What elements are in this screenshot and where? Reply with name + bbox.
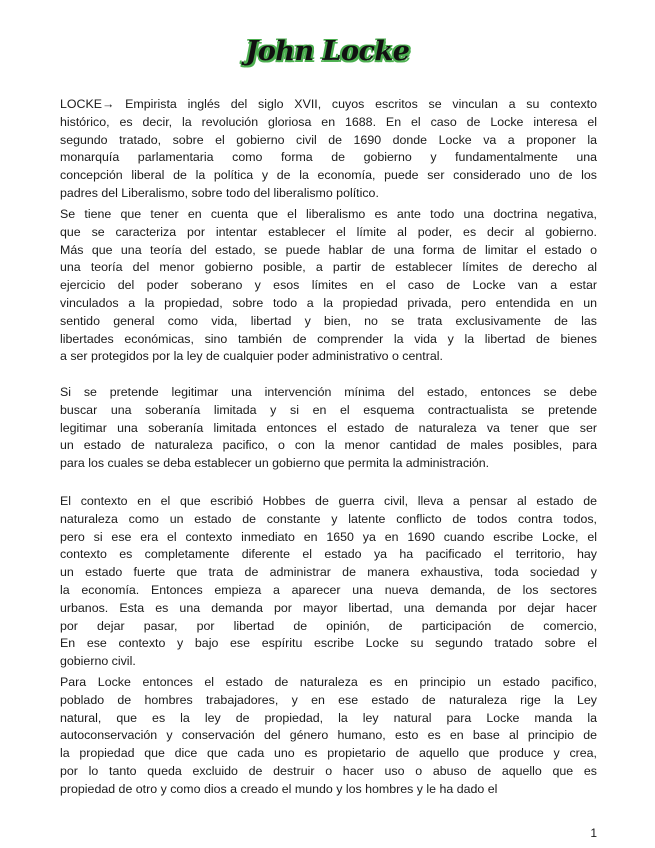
text-line: LOCKE→ Empirista inglés del siglo XVII, cuyos escritos se vinculan a su contexto [60, 97, 597, 111]
paragraph-4 [60, 493, 597, 671]
page-number: 1 [590, 826, 597, 840]
text-line: que se caracteriza por intentar establecer el límite al poder, es decir al gobierno. [60, 224, 597, 239]
text-line: pero si ese era el contexto inmediato en 1650 ya en 1690 cuando escribe Locke, el [60, 529, 597, 544]
text-line: un estado fuerte que trata de administrar de manera exhaustiva, toda sociedad y [60, 565, 597, 580]
text-line: histórico, es decir, la revolución gloriosa en 1688. En el caso de Locke interesa el [60, 114, 597, 129]
text-line: naturaleza como un estado de constante y latente conflicto de todos contra todos, [60, 511, 597, 526]
text-line: sentido general como vida, libertad y bien, no se trata exclusivamente de las [60, 313, 597, 328]
text-line: concepción liberal de la política y de la economía, puede ser considerado uno de los [60, 168, 597, 183]
text-line: la propiedad que dice que cada uno es propietario de aquello que produce y crea, [60, 746, 597, 761]
text-line: autoconservación y conservación del género humano, esto es en base al principio de [60, 728, 597, 743]
text-line: vinculados a la propiedad, sobre todo a la propiedad privada, pero entendida en un [60, 295, 597, 310]
text-line: buscar una soberanía limitada y si en el esquema contractualista se pretende [60, 402, 597, 417]
text-line: segundo tratado, sobre el gobierno civil de 1690 donde Locke va a proponer la [60, 132, 597, 147]
text-line: libertades económicas, sino también de comprender la vida y la libertad de bienes [60, 331, 597, 346]
text-line: El contexto en el que escribió Hobbes de guerra civil, lleva a pensar al estado de [60, 494, 597, 508]
text-line: por lo tanto queda excluido de destruir o hacer uso o abuso de aquello que es [60, 763, 597, 778]
text-line: propiedad de otro y como dios a creado el mundo y los hombres y le ha dado el [60, 781, 498, 796]
text-line: contexto es completamente diferente el estado ya ha pacificado el territorio, hay [60, 547, 597, 562]
paragraph-5 [60, 674, 597, 799]
text-line: padres del Liberalismo, sobre todo del liberalismo político. [60, 185, 379, 200]
text-line: legitimar una soberanía limitada entonces el estado de naturaleza va tener que ser [60, 420, 597, 435]
text-line: por dejar pasar, por libertad de opinión, de participación de comercio, [60, 618, 597, 633]
paragraph-2 [60, 206, 597, 366]
text-line: un estado de naturaleza pacifico, o con la menor cantidad de males posibles, para [60, 438, 597, 453]
text-line: monarquía parlamentaria como forma de gobierno y fundamentalmente una [60, 150, 597, 165]
text-line: poblado de hombres trabajadores, y en ese estado de naturaleza rige la Ley [60, 692, 597, 707]
text-line: Para Locke entonces el estado de naturaleza es en principio un estado pacifico, [60, 675, 597, 689]
text-line: Más que una teoría del estado, se puede hablar de una forma de limitar el estado o [60, 242, 597, 257]
text-line: para los cuales se deba establecer un gobierno que permita la administración. [60, 456, 490, 471]
text-line: Se tiene que tener en cuenta que el liberalismo es ante todo una doctrina negativa, [60, 207, 597, 221]
paragraph-3 [60, 384, 597, 473]
text-line: ejercicio del poder soberano y esos límites en el caso de Locke van a estar [60, 278, 597, 293]
text-line: urbanos. Esta es una demanda por mayor libertad, una demanda por dejar hacer [60, 600, 597, 615]
text-line: En ese contexto y bajo ese espíritu escribe Locke su segundo tratado sobre el [60, 636, 597, 651]
paragraph-1 [60, 96, 597, 203]
text-line: Si se pretende legitimar una intervención mínima del estado, entonces se debe [60, 385, 597, 399]
text-line: a ser protegidos por la ley de cualquier poder administrativo o central. [60, 349, 443, 364]
text-line: natural, que es la ley de propiedad, la ley natural para Locke manda la [60, 710, 597, 725]
text-line: gobierno civil. [60, 654, 136, 669]
document-title: John Locke [245, 36, 410, 67]
text-line: una teoría del menor gobierno posible, a partir de establecer límites de derecho al [60, 260, 597, 275]
text-line: la economía. Entonces empieza a aparecer una nueva demanda, de los sectores [60, 582, 597, 597]
